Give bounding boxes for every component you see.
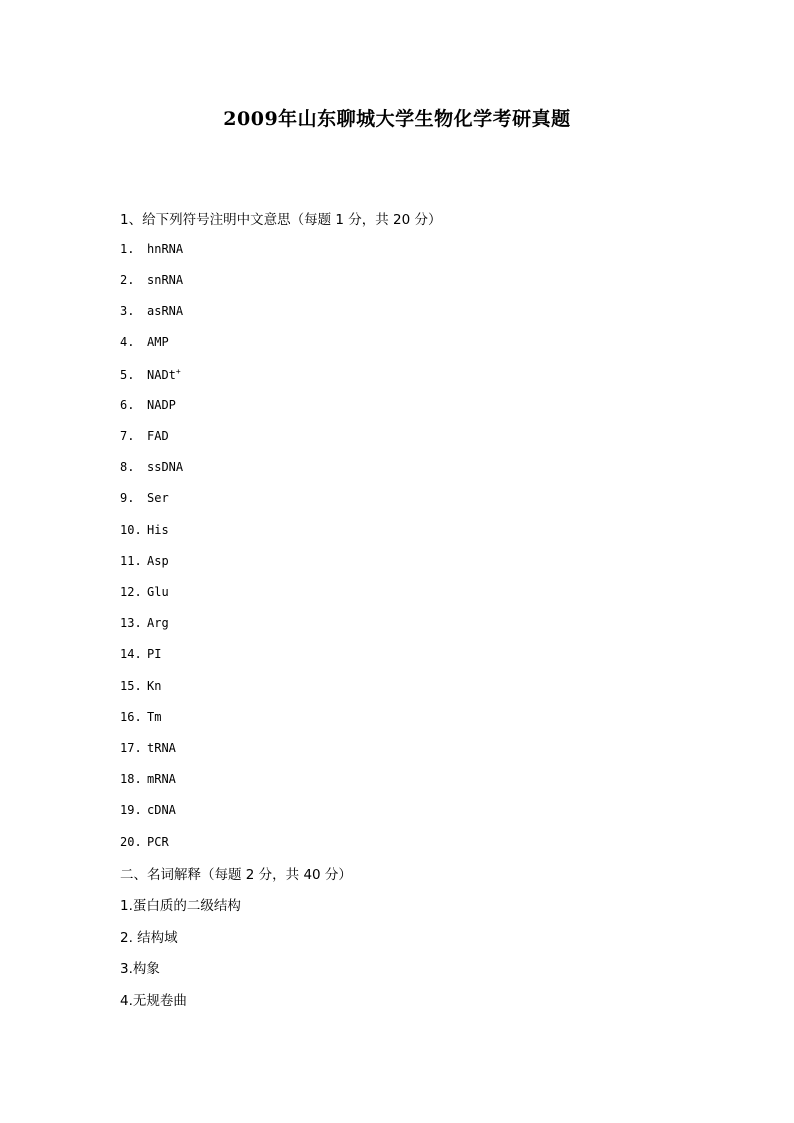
item-symbol: Kn <box>147 679 162 693</box>
item-symbol: cDNA <box>147 803 176 817</box>
item-number: 14. <box>120 647 142 661</box>
list-item <box>120 803 176 817</box>
list-item <box>120 335 169 349</box>
list-item: 4.无规卷曲 <box>120 993 187 1009</box>
item-number: 13. <box>120 616 142 630</box>
list-item <box>120 710 161 724</box>
item-number: 9. <box>120 491 135 505</box>
item-symbol: NADP <box>147 398 176 412</box>
item-symbol: NADt <box>147 368 176 382</box>
list-item <box>120 741 176 755</box>
item-number: 5. <box>120 368 135 382</box>
item-number: 3. <box>120 304 135 318</box>
list-item <box>120 460 183 474</box>
item-symbol: FAD <box>147 429 169 443</box>
item-symbol: tRNA <box>147 741 176 755</box>
item-number: 20. <box>120 835 142 849</box>
item-number: 19. <box>120 803 142 817</box>
list-item <box>120 367 181 382</box>
item-symbol: mRNA <box>147 772 176 786</box>
list-item <box>120 242 183 256</box>
item-symbol: Ser <box>147 491 169 505</box>
item-number: 12. <box>120 585 142 599</box>
section2-heading: 二、名词解释（每题 2 分，共 40 分） <box>120 867 352 883</box>
list-item: 2. 结构域 <box>120 930 178 946</box>
item-symbol: hnRNA <box>147 242 184 256</box>
item-number: 16. <box>120 710 142 724</box>
item-number: 10. <box>120 523 142 537</box>
item-symbol: Tm <box>147 710 162 724</box>
list-item <box>120 679 161 693</box>
item-symbol: Asp <box>147 554 169 568</box>
list-item: 3.构象 <box>120 961 160 977</box>
list-item <box>120 429 169 443</box>
superscript-plus: + <box>175 367 181 376</box>
list-item <box>120 835 169 849</box>
list-item: 1.蛋白质的二级结构 <box>120 898 241 914</box>
item-symbol: asRNA <box>147 304 184 318</box>
item-symbol: Glu <box>147 585 169 599</box>
item-number: 11. <box>120 554 142 568</box>
item-symbol: Arg <box>147 616 169 630</box>
item-number: 7. <box>120 429 135 443</box>
item-number: 18. <box>120 772 142 786</box>
item-number: 8. <box>120 460 135 474</box>
list-item <box>120 304 183 318</box>
item-symbol: AMP <box>147 335 169 349</box>
item-number: 1. <box>120 242 135 256</box>
item-number: 4. <box>120 335 135 349</box>
list-item <box>120 491 169 505</box>
item-number: 17. <box>120 741 142 755</box>
list-item <box>120 585 169 599</box>
item-symbol: PCR <box>147 835 169 849</box>
item-number: 6. <box>120 398 135 412</box>
list-item <box>120 616 169 630</box>
list-item <box>120 523 169 537</box>
list-item <box>120 772 176 786</box>
list-item <box>120 647 161 661</box>
page-title: 2009年山东聊城大学生物化学考研真题 <box>223 108 571 130</box>
item-symbol: PI <box>147 647 162 661</box>
item-symbol: snRNA <box>147 273 184 287</box>
item-number: 2. <box>120 273 135 287</box>
item-number: 15. <box>120 679 142 693</box>
list-item <box>120 273 183 287</box>
item-symbol: His <box>147 523 169 537</box>
list-item <box>120 398 176 412</box>
section1-heading: 1、给下列符号注明中文意思（每题 1 分，共 20 分） <box>120 212 442 228</box>
item-symbol: ssDNA <box>147 460 184 474</box>
list-item <box>120 554 169 568</box>
